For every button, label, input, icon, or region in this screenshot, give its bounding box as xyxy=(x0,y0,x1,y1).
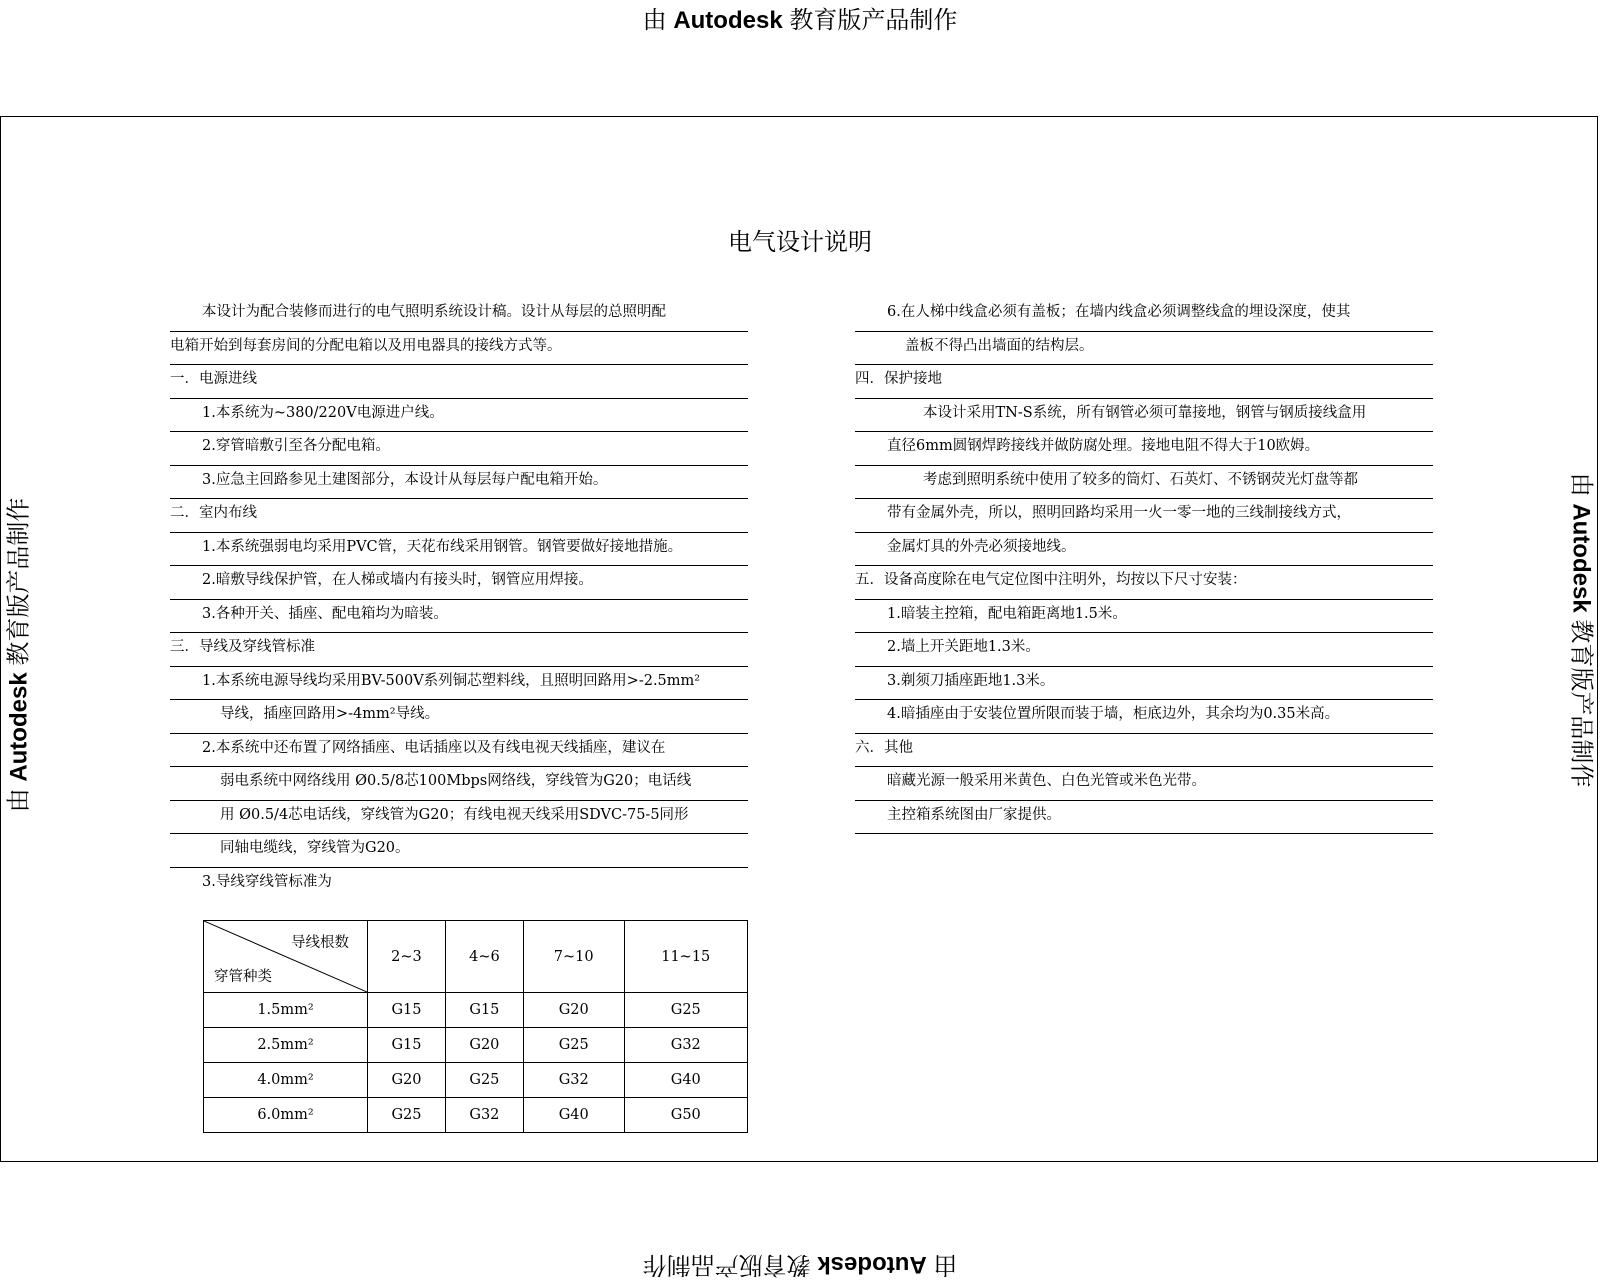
table-row-label: 4.0mm² xyxy=(204,1063,368,1098)
text-line: 3.导线穿线管标准为 xyxy=(170,868,748,902)
table-row xyxy=(204,993,748,1028)
table-cell: G32 xyxy=(445,1098,523,1133)
right-column xyxy=(855,298,1433,834)
text-line: 1.本系统电源导线均采用BV-500V系列铜芯塑料线，且照明回路用>-2.5mm² xyxy=(170,667,748,701)
text-line: 2.本系统中还布置了网络插座、电话插座以及有线电视天线插座，建议在 xyxy=(170,734,748,768)
table-column-header: 2~3 xyxy=(368,921,446,993)
text-line: 四．保护接地 xyxy=(855,365,1433,399)
table-row-label: 1.5mm² xyxy=(204,993,368,1028)
text-line: 2.穿管暗敷引至各分配电箱。 xyxy=(170,432,748,466)
table-row-label: 6.0mm² xyxy=(204,1098,368,1133)
table-column-header: 7~10 xyxy=(523,921,624,993)
table-header-row xyxy=(204,921,748,993)
table-cell: G25 xyxy=(624,993,747,1028)
table-cell: G25 xyxy=(368,1098,446,1133)
table-column-header: 11~15 xyxy=(624,921,747,993)
text-line: 盖板不得凸出墙面的结构层。 xyxy=(855,332,1433,366)
text-line: 3.应急主回路参见土建图部分，本设计从每层每户配电箱开始。 xyxy=(170,466,748,500)
text-line: 暗藏光源一般采用米黄色、白色光管或米色光带。 xyxy=(855,767,1433,801)
table-column-header: 4~6 xyxy=(445,921,523,993)
text-line: 导线，插座回路用>-4mm²导线。 xyxy=(170,700,748,734)
corner-bottom-label: 穿管种类 xyxy=(214,965,272,986)
text-line: 6.在人梯中线盒必须有盖板；在墙内线盒必须调整线盒的埋设深度，使其 xyxy=(855,298,1433,332)
corner-top-label: 导线根数 xyxy=(291,931,349,952)
text-line: 弱电系统中网络线用 Ø0.5/8芯100Mbps网络线，穿线管为G20；电话线 xyxy=(170,767,748,801)
table-cell: G40 xyxy=(523,1098,624,1133)
table-corner-cell xyxy=(204,921,368,993)
page-title: 电气设计说明 xyxy=(0,222,1600,257)
text-line: 同轴电缆线，穿线管为G20。 xyxy=(170,834,748,868)
watermark-top: 由 Autodesk 教育版产品制作 xyxy=(0,0,1600,35)
text-line: 1.本系统为~380/220V电源进户线。 xyxy=(170,399,748,433)
table-cell: G15 xyxy=(445,993,523,1028)
text-line: 考虑到照明系统中使用了较多的筒灯、石英灯、不锈钢荧光灯盘等都 xyxy=(855,466,1433,500)
table-cell: G32 xyxy=(523,1063,624,1098)
watermark-right: 由 Autodesk 教育版产品制作 xyxy=(1567,473,1600,788)
text-line: 带有金属外壳，所以，照明回路均采用一火一零一地的三线制接线方式， xyxy=(855,499,1433,533)
text-line: 3.各种开关、插座、配电箱均为暗装。 xyxy=(170,600,748,634)
table-row xyxy=(204,1098,748,1133)
table-cell: G32 xyxy=(624,1028,747,1063)
watermark-left: 由 Autodesk 教育版产品制作 xyxy=(0,498,34,813)
text-line: 五．设备高度除在电气定位图中注明外，均按以下尺寸安装： xyxy=(855,566,1433,600)
text-line: 主控箱系统图由厂家提供。 xyxy=(855,801,1433,835)
left-column xyxy=(170,298,748,901)
table-row xyxy=(204,1028,748,1063)
table-cell: G20 xyxy=(445,1028,523,1063)
watermark-bottom: 由 Autodesk 教育版产品制作 xyxy=(0,1250,1600,1285)
table-cell: G15 xyxy=(368,1028,446,1063)
table-cell: G20 xyxy=(368,1063,446,1098)
text-line: 一．电源进线 xyxy=(170,365,748,399)
text-line: 直径6mm圆钢焊跨接线并做防腐处理。接地电阻不得大于10欧姆。 xyxy=(855,432,1433,466)
text-line: 用 Ø0.5/4芯电话线，穿线管为G20；有线电视天线采用SDVC-75-5同形 xyxy=(170,801,748,835)
text-line: 电箱开始到每套房间的分配电箱以及用电器具的接线方式等。 xyxy=(170,332,748,366)
text-line: 2.暗敷导线保护管，在人梯或墙内有接头时，钢管应用焊接。 xyxy=(170,566,748,600)
text-line: 本设计采用TN-S系统，所有钢管必须可靠接地，钢管与钢质接线盒用 xyxy=(855,399,1433,433)
text-line: 本设计为配合装修而进行的电气照明系统设计稿。设计从每层的总照明配 xyxy=(170,298,748,332)
conduit-spec-table xyxy=(203,920,748,1133)
text-line: 1.本系统强弱电均采用PVC管，天花布线采用钢管。钢管要做好接地措施。 xyxy=(170,533,748,567)
table-cell: G15 xyxy=(368,993,446,1028)
table-cell: G25 xyxy=(523,1028,624,1063)
text-line: 三．导线及穿线管标准 xyxy=(170,633,748,667)
text-line: 2.墙上开关距地1.3米。 xyxy=(855,633,1433,667)
text-line: 4.暗插座由于安装位置所限而装于墙，柜底边外，其余均为0.35米高。 xyxy=(855,700,1433,734)
text-line: 1.暗装主控箱，配电箱距离地1.5米。 xyxy=(855,600,1433,634)
table-row xyxy=(204,1063,748,1098)
table-cell: G50 xyxy=(624,1098,747,1133)
text-line: 3.剃须刀插座距地1.3米。 xyxy=(855,667,1433,701)
table-cell: G40 xyxy=(624,1063,747,1098)
text-line: 二．室内布线 xyxy=(170,499,748,533)
text-line: 六．其他 xyxy=(855,734,1433,768)
table-row-label: 2.5mm² xyxy=(204,1028,368,1063)
table-cell: G20 xyxy=(523,993,624,1028)
table-cell: G25 xyxy=(445,1063,523,1098)
text-line: 金属灯具的外壳必须接地线。 xyxy=(855,533,1433,567)
